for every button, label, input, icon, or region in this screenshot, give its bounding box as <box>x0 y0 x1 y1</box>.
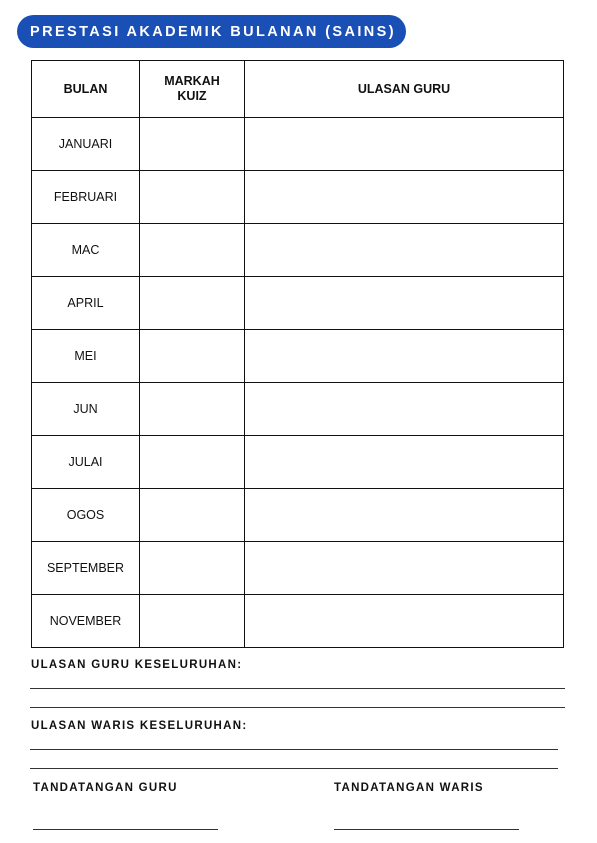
table-row <box>32 330 564 383</box>
teacher-remark-cell[interactable] <box>245 277 564 330</box>
teacher-remark-cell[interactable] <box>245 330 564 383</box>
month-cell: MAC <box>32 224 140 277</box>
teacher-remark-cell[interactable] <box>245 171 564 224</box>
parent-signature-label: TANDATANGAN WARIS <box>334 782 484 794</box>
quiz-score-cell[interactable] <box>140 542 245 595</box>
table-row <box>32 224 564 277</box>
month-cell: APRIL <box>32 277 140 330</box>
parent-overall-remark-label: ULASAN WARIS KESELURUHAN: <box>31 720 248 732</box>
quiz-score-cell[interactable] <box>140 595 245 648</box>
parent-remark-line-2[interactable] <box>30 768 558 769</box>
teacher-remark-cell[interactable] <box>245 595 564 648</box>
header-teacher-remark: ULASAN GURU <box>245 61 564 118</box>
teacher-remark-cell[interactable] <box>245 436 564 489</box>
table-row <box>32 171 564 224</box>
header-month: BULAN <box>32 61 140 118</box>
table-row <box>32 383 564 436</box>
month-cell: JANUARI <box>32 118 140 171</box>
month-cell: NOVEMBER <box>32 595 140 648</box>
month-cell: OGOS <box>32 489 140 542</box>
quiz-score-cell[interactable] <box>140 224 245 277</box>
title-banner <box>17 15 406 48</box>
quiz-score-cell[interactable] <box>140 489 245 542</box>
parent-signature-line[interactable] <box>334 829 519 830</box>
table-row <box>32 118 564 171</box>
monthly-performance-table <box>31 60 564 648</box>
quiz-score-cell[interactable] <box>140 436 245 489</box>
table-row <box>32 277 564 330</box>
table-row <box>32 595 564 648</box>
teacher-remark-cell[interactable] <box>245 224 564 277</box>
teacher-signature-line[interactable] <box>33 829 218 830</box>
table-header-row <box>32 61 564 118</box>
month-cell: SEPTEMBER <box>32 542 140 595</box>
teacher-remark-line-1[interactable] <box>30 688 565 689</box>
table-row <box>32 436 564 489</box>
teacher-remark-cell[interactable] <box>245 542 564 595</box>
quiz-score-cell[interactable] <box>140 171 245 224</box>
month-cell: FEBRUARI <box>32 171 140 224</box>
parent-remark-line-1[interactable] <box>30 749 558 750</box>
teacher-remark-line-2[interactable] <box>30 707 565 708</box>
teacher-signature-label: TANDATANGAN GURU <box>33 782 178 794</box>
quiz-score-cell[interactable] <box>140 383 245 436</box>
header-quiz-score: MARKAH KUIZ <box>140 61 245 118</box>
quiz-score-cell[interactable] <box>140 330 245 383</box>
month-cell: MEI <box>32 330 140 383</box>
month-cell: JUN <box>32 383 140 436</box>
teacher-remark-cell[interactable] <box>245 489 564 542</box>
quiz-score-cell[interactable] <box>140 118 245 171</box>
teacher-remark-cell[interactable] <box>245 118 564 171</box>
page-title: PRESTASI AKADEMIK BULANAN (SAINS) <box>30 23 396 40</box>
teacher-remark-cell[interactable] <box>245 383 564 436</box>
quiz-score-cell[interactable] <box>140 277 245 330</box>
table-row <box>32 542 564 595</box>
teacher-overall-remark-label: ULASAN GURU KESELURUHAN: <box>31 659 243 671</box>
table-row <box>32 489 564 542</box>
month-cell: JULAI <box>32 436 140 489</box>
